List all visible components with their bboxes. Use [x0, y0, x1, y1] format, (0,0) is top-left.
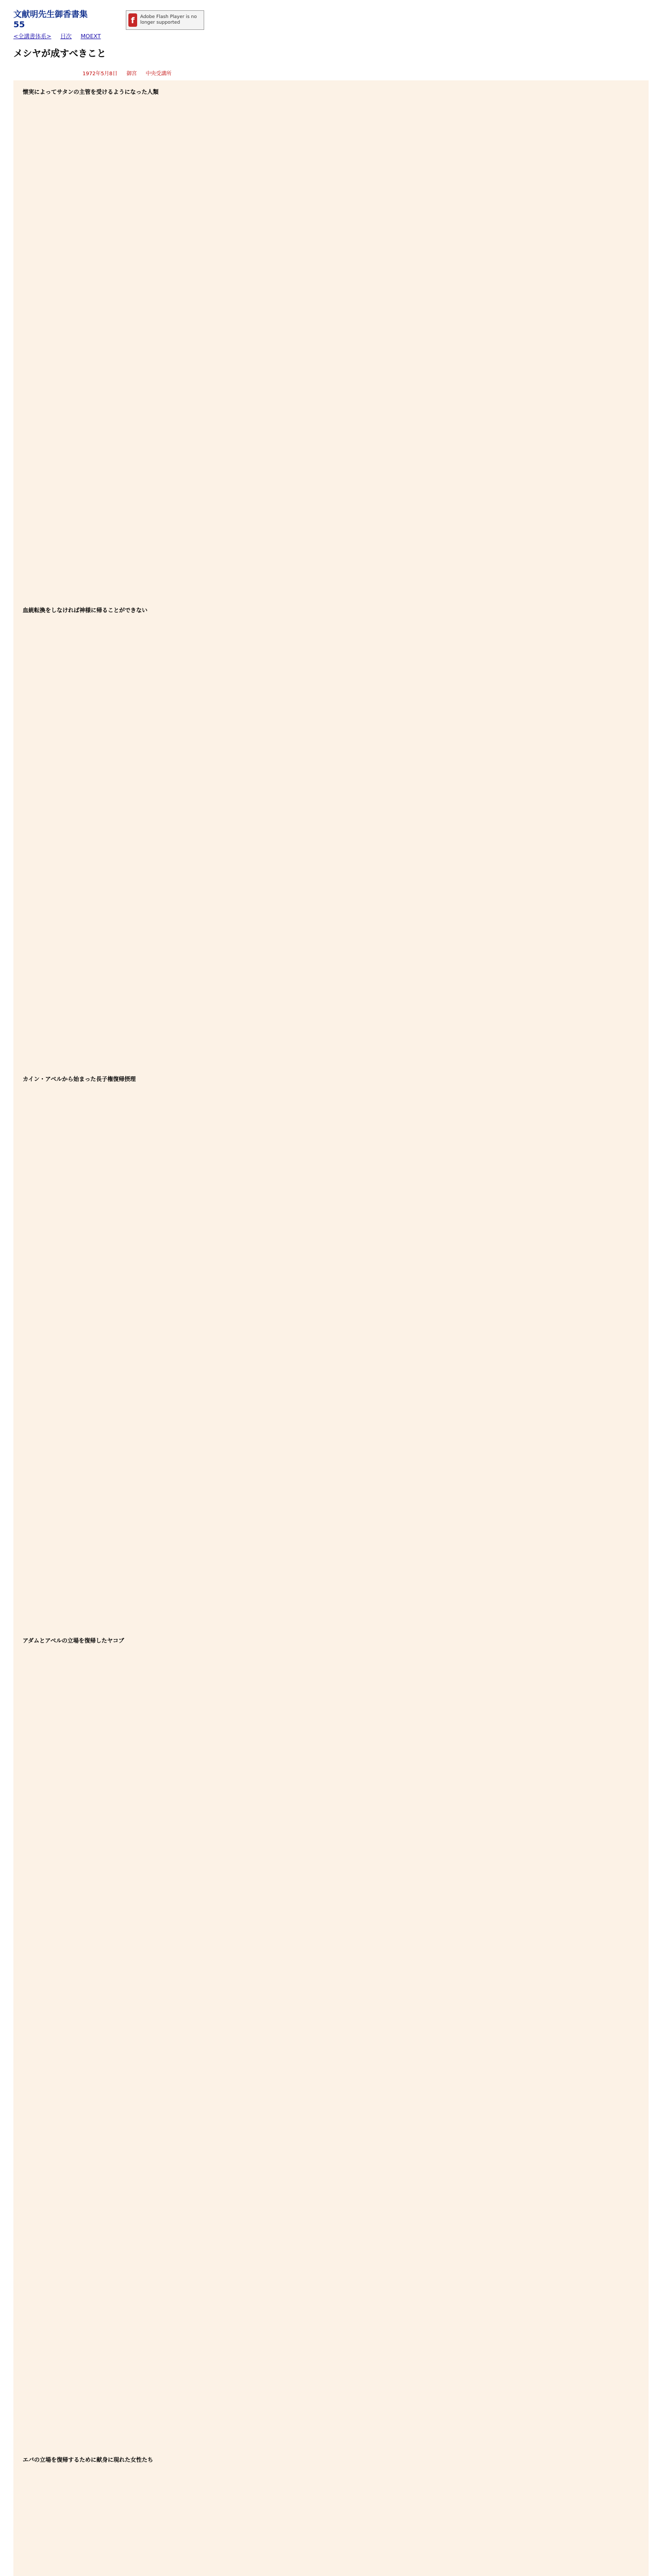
- page-header: [13, 9, 648, 61]
- flash-player-icon: f: [128, 13, 137, 27]
- article-place: 御宮: [126, 71, 137, 77]
- section-heading: カイン・アベルから始まった長子権復帰摂理: [23, 1076, 136, 1082]
- nav-link-contents[interactable]: 目次: [60, 33, 72, 40]
- section-heading: アダムとアベルの立場を復帰したヤコブ: [23, 1637, 124, 1644]
- flash-player-notice[interactable]: [126, 10, 204, 30]
- article-title: メシヤが成すべきこと: [13, 48, 106, 59]
- section-heading: 懐実によってサタンの主管を受けるようになった人類: [23, 89, 159, 95]
- series-title: 文献明先生御香書集: [13, 9, 88, 19]
- section-heading: 血統転換をしなければ神様に帰ることができない: [23, 607, 147, 614]
- nav-links: [13, 32, 108, 40]
- nav-link-index[interactable]: <全講書体系>: [13, 33, 52, 40]
- article-body: [13, 80, 649, 2576]
- article-publication: 中央受講所: [145, 71, 172, 77]
- article-date: 1972年5月8日: [82, 71, 118, 77]
- flash-notice-text: Adobe Flash Player is no longer supported: [140, 14, 197, 25]
- article-meta: [82, 69, 179, 77]
- nav-link-moext[interactable]: MOEXT: [80, 33, 101, 40]
- section-heading: エバの立場を復帰するために献身に現れた女性たち: [23, 2456, 153, 2463]
- series-number: 55: [13, 20, 25, 29]
